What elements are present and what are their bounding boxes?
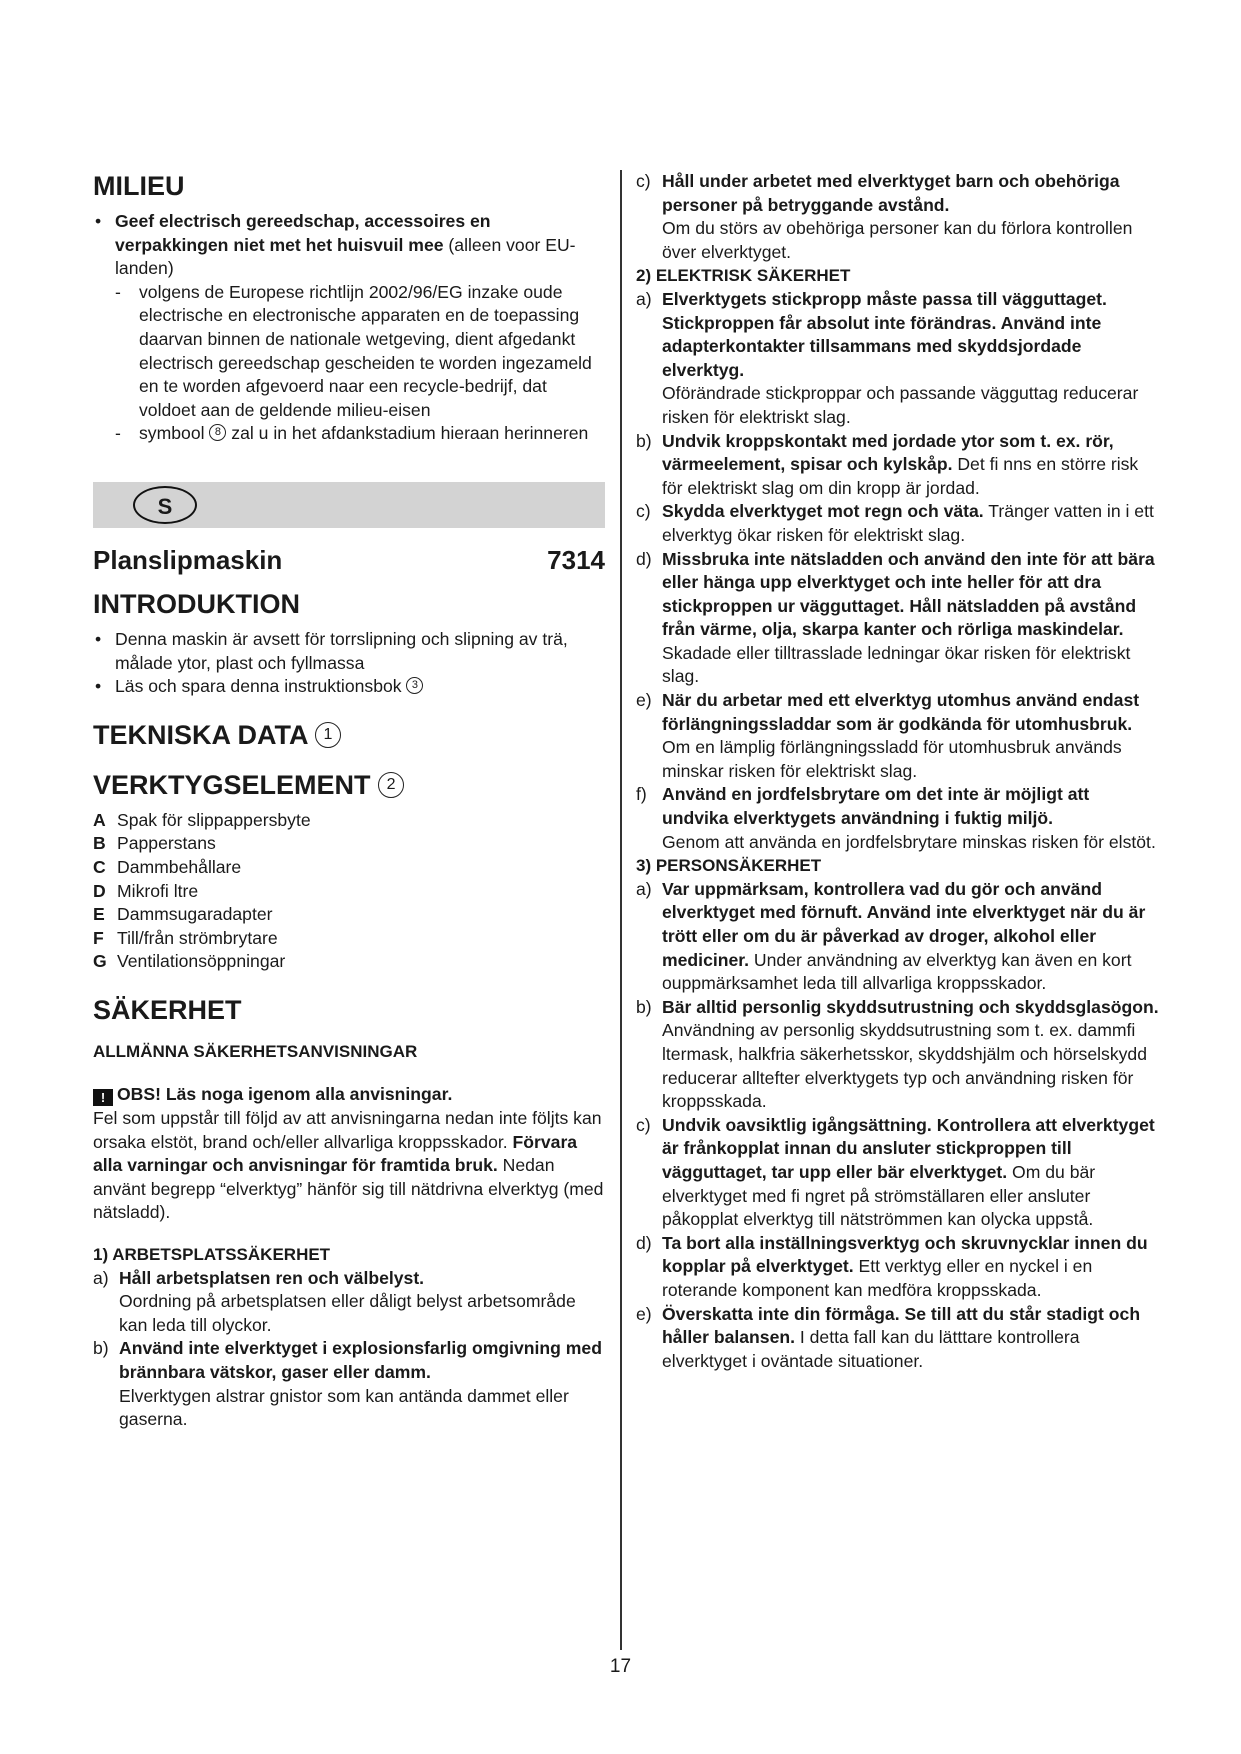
- obs-paragraph: [93, 1083, 605, 1225]
- section-2-heading: 2) ELEKTRISK SÄKERHET: [636, 266, 851, 286]
- elements-heading-text: VERKTYGSELEMENT: [93, 769, 379, 800]
- section-2d: d) Missbruka inte nätsladden och använd den inte för att bära eller hänga upp elverktyget och inte heller för att dra stickproppen ur vägguttaget. Håll nätsladden på avstånd från värme, olja, skarpa kanter och rörliga maskindelar. Skadade eller tilltrasslade ledningar ökar risken för elektriskt slag.: [636, 548, 1155, 687]
- section-1-heading: 1) ARBETSPLATSSÄKERHET: [93, 1245, 331, 1265]
- milieu-bullet-rest: (alleen voor EU-landen): [115, 234, 576, 279]
- section-3d: d) Ta bort alla inställningsverktyg och skruvnycklar innen du kopplar på elverktyget. Ett verktyg eller en nyckel i en roterande komponent kan medföra kroppsskada.: [636, 1232, 1148, 1300]
- section-2c: c) Skydda elverktyget mot regn och väta. Tränger vatten in i ett elverktyg ökar risken för elektriskt slag.: [636, 501, 1154, 545]
- obs-text-2: Nedan använt begrepp “elverktyg” hänför sig till nätdrivna elverktyg (med nätsladd).: [93, 1155, 604, 1223]
- tech-data-heading-text: TEKNISKA DATA: [93, 719, 315, 750]
- section-2f: f) Använd en jordfelsbrytare om det inte är möjligt att undvika elverktygets användning i fuktig miljö. Genom att använda en jordfelsbrytare minskas risken för elstöt.: [636, 784, 1156, 852]
- milieu-dash-2-post: zal u in het afdankstadium hieraan herinneren: [226, 423, 589, 444]
- list-item: B Papperstans: [93, 833, 216, 854]
- list-item: D Mikrofi ltre: [93, 880, 199, 901]
- left-column: [93, 170, 605, 1432]
- list-item: E Dammsugaradapter: [93, 904, 273, 925]
- tech-data-heading: [93, 719, 605, 751]
- column-divider: [620, 170, 622, 1650]
- section-1b: b) Använd inte elverktyget i explosionsfarlig omgivning med brännbara vätskor, gaser eller damm. Elverktygen alstrar gnistor som kan antända dammet eller gaserna.: [93, 1338, 602, 1430]
- elements-list: [93, 809, 605, 974]
- section-2e: e) När du arbetar med ett elverktyg utomhus använd endast förlängningssladdar som är godkända för utomhusbruk. Om en lämplig förlängningssladd för utomhusbruk används minskar risken för elektriskt slag.: [636, 690, 1140, 781]
- elements-heading: [93, 769, 605, 801]
- intro-bullet-2-text: Läs och spara denna instruktionsbok: [115, 676, 407, 697]
- reference-number-icon: 3: [406, 677, 423, 694]
- intro-bullet-1: • Denna maskin är avsett för torrslipning och slipning av trä, målade ytor, plast och fyllmassa: [93, 628, 605, 675]
- section-3e: e) Överskatta inte din förmåga. Se till att du står stadigt och håller balansen. I detta fall kan du lätttare kontrollera elverktyget i oväntade situationer.: [636, 1303, 1141, 1371]
- milieu-dash-2-pre: symbool: [139, 423, 210, 444]
- section-3-heading: 3) PERSONSÄKERHET: [636, 856, 822, 876]
- right-column: [636, 170, 1160, 1373]
- list-item: A Spak för slippappersbyte: [93, 809, 311, 830]
- list-item: C Dammbehållare: [93, 856, 242, 877]
- intro-bullet-2: [93, 675, 605, 699]
- section-2a: a) Elverktygets stickpropp måste passa till vägguttaget. Stickproppen får absolut inte förändras. Använd inte adapterkontakter tillsammans med skyddsjordade elverktyg. Oförändrade stickproppar och passande vägguttag reducerar risken för elektriskt slag.: [636, 288, 1139, 427]
- list-item: G Ventilationsöppningar: [93, 951, 286, 972]
- reference-number-icon: 8: [209, 424, 226, 441]
- page-number: 17: [609, 1656, 632, 1677]
- section-3b: b) Bär alltid personlig skyddsutrustning och skyddsglasögon. Användning av personlig skyddsutrustning som t. ex. dammfi ltermask, halkfria säkerhetsskor, skyddshjälm och hörselskydd reducerar alltefter elverktygets typ och användning risken för kroppsskada.: [636, 996, 1159, 1112]
- section-3c: c) Undvik oavsiktlig igångsättning. Kontrollera att elverktyget är frånkopplat innan du ansluter stickproppen till vägguttaget, tar upp eller bär elverktyget. Om du bär elverktyget med fi ngret på strömställaren eller ansluter påkopplat elverktyg till nätströmmen kan olycka uppstå.: [636, 1114, 1155, 1230]
- section-2b: b) Undvik kroppskontakt med jordade ytor som t. ex. rör, värmeelement, spisar och kylskåp. Det fi nns en större risk för elektriskt slag om din kropp är jordad.: [636, 430, 1139, 498]
- obs-bold-2: Förvara alla varningar och anvisningar för framtida bruk.: [93, 1131, 578, 1176]
- milieu-bullet: [93, 210, 605, 281]
- safety-heading: SÄKERHET: [93, 994, 242, 1025]
- reference-number-icon: 2: [378, 772, 404, 798]
- milieu-heading: MILIEU: [93, 171, 185, 201]
- section-3a: a) Var uppmärksam, kontrollera vad du gör och använd elverktyget med förnuft. Använd inte elverktyget när du är trött eller om du är påverkad av droger, alkohol eller mediciner. Under användning av elverktyg kan även en kort ouppmärksamhet leda till allvarliga kroppsskador.: [636, 878, 1146, 994]
- milieu-bullet-bold: Geef electrisch gereedschap, accessoires en verpakkingen niet met het huisvuil mee: [115, 211, 491, 255]
- product-name: Planslipmaskin: [93, 544, 283, 575]
- section-1a: a) Håll arbetsplatsen ren och välbelyst. Oordning på arbetsplatsen eller dåligt belyst arbetsområde kan leda till olyckor.: [93, 1267, 576, 1335]
- section-1c: c) Håll under arbetet med elverktyget barn och obehöriga personer på betryggande avstånd. Om du störs av obehöriga personer kan du förlora kontrollen över elverktyget.: [636, 171, 1133, 262]
- milieu-dash-2: [93, 422, 605, 446]
- warning-icon: !: [93, 1089, 113, 1106]
- product-code: 7314: [547, 544, 605, 575]
- obs-text: Fel som uppstår till följd av att anvisningarna nedan inte följts kan orsaka elstöt, brand och/eller allvarliga kroppsskador.: [93, 1108, 602, 1152]
- language-bar: [93, 482, 605, 528]
- list-item: F Till/från strömbrytare: [93, 927, 278, 948]
- milieu-dash-1: - volgens de Europese richtlijn 2002/96/EG inzake oude electrische en electronische apparaten en de toepassing daarvan binnen de nationale wetgeving, dient afgedankt electrisch gereedschap gescheiden te worden ingezameld en te worden afgevoerd naar een recycle-bedrijf, dat voldoet aan de geldende milieu-eisen: [93, 281, 605, 423]
- product-title-row: [93, 544, 605, 576]
- reference-number-icon: 1: [315, 722, 341, 748]
- safety-subheading: ALLMÄNNA SÄKERHETSANVISNINGAR: [93, 1041, 418, 1061]
- intro-heading: INTRODUKTION: [93, 588, 300, 619]
- language-badge: S: [133, 486, 197, 524]
- obs-bold: OBS! Läs noga igenom alla anvisningar.: [117, 1084, 453, 1105]
